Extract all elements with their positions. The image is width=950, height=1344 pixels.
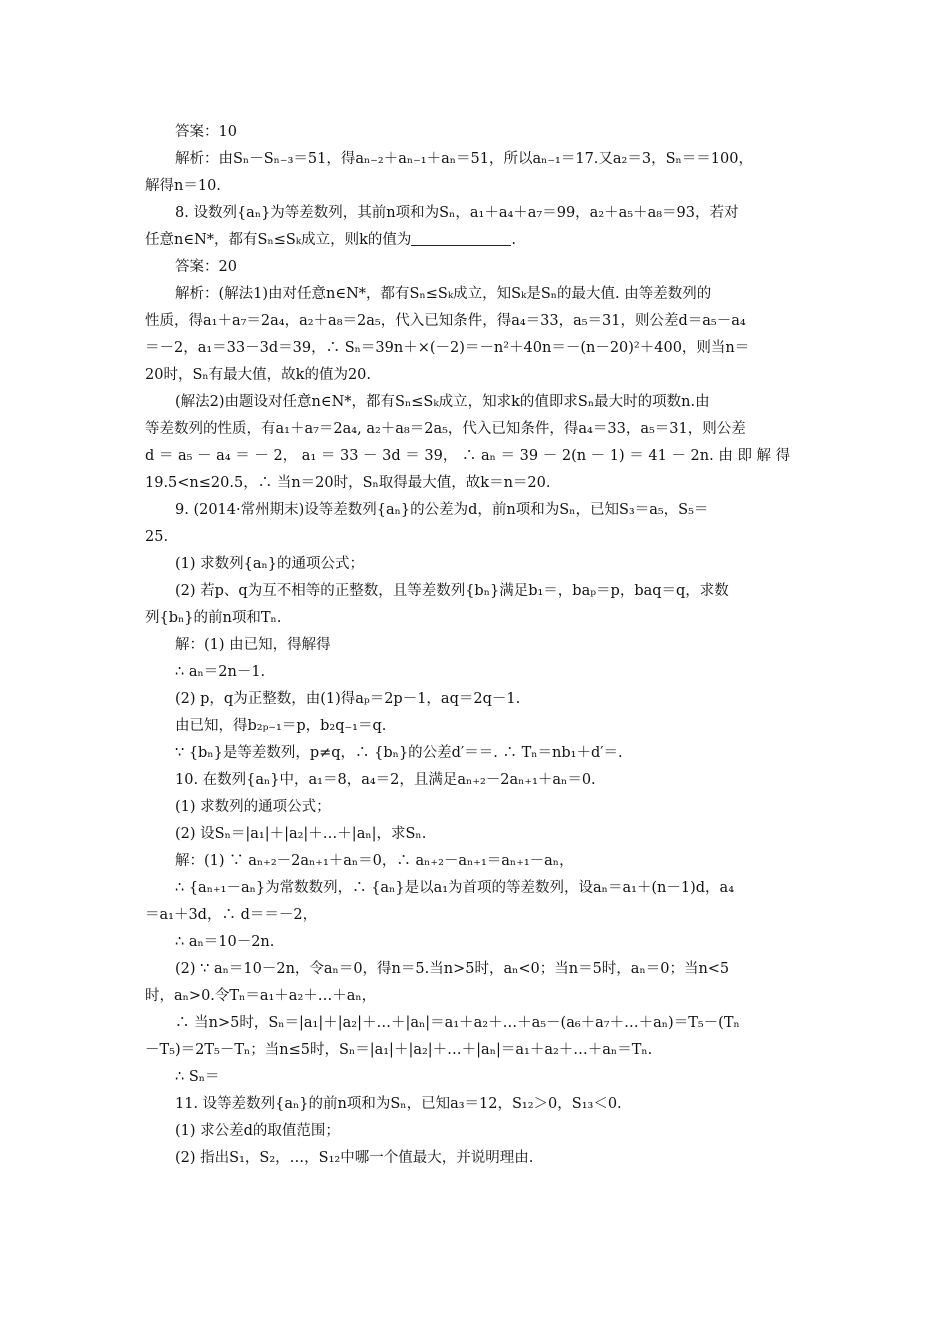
line-text: (1) 求数列的通项公式；	[175, 799, 331, 815]
line-text: 8. 设数列{aₙ}为等差数列，其前n项和为Sₙ，a₁＋a₄＋a₇＝99，a₂＋a₅＋a₈＝93，若对	[175, 205, 739, 221]
text-line	[145, 983, 805, 1010]
text-line	[175, 1145, 805, 1172]
text-line	[145, 335, 805, 362]
text-line	[145, 524, 805, 551]
line-text: (2) 指出S₁，S₂，…，S₁₂中哪一个值最大，并说明理由.	[175, 1150, 534, 1166]
text-line	[175, 794, 805, 821]
text-line	[145, 605, 805, 632]
line-text: 解析：(解法1)由对任意n∈N*，都有Sₙ≤Sₖ成立，知Sₖ是Sₙ的最大值. 由等差数列的	[175, 286, 712, 302]
line-text: ∴ aₙ＝10－2n.	[175, 934, 275, 950]
line-text: (解法2)由题设对任意n∈N*，都有Sₙ≤Sₖ成立，知求k的值即求Sₙ最大时的项数n.由	[175, 394, 710, 410]
line-text: 20时，Sₙ有最大值，故k的值为20.	[145, 367, 372, 383]
text-line	[175, 713, 805, 740]
line-text: (2) 若p、q为互不相等的正整数，且等差数列{bₙ}满足b₁＝，baₚ＝p，baq＝q，求数	[175, 583, 729, 599]
line-text: 等差数列的性质，有a₁＋a₇＝2a₄, a₂＋a₈＝2a₅，代入已知条件，得a₄＝33，a₅＝31，则公差	[145, 421, 746, 437]
line-text: ∴ 当n>5时，Sₙ＝|a₁|＋|a₂|＋…＋|aₙ|＝a₁＋a₂＋…＋a₅－(a₆＋a₇＋…＋aₙ)＝T₅－(Tₙ	[175, 1015, 740, 1031]
text-line	[145, 173, 805, 200]
text-line	[175, 1118, 805, 1145]
text-line	[175, 578, 805, 605]
line-text: 解：(1) ∵ aₙ₊₂－2aₙ₊₁＋aₙ＝0，∴ aₙ₊₂－aₙ₊₁＝aₙ₊₁－aₙ，	[175, 853, 574, 869]
text-line	[145, 902, 805, 929]
text-line	[175, 848, 805, 875]
line-text: 10. 在数列{aₙ}中，a₁＝8，a₄＝2，且满足aₙ₊₂－2aₙ₊₁＋aₙ＝0.	[175, 772, 596, 788]
text-line	[145, 1037, 805, 1064]
line-text: 25.	[145, 529, 169, 545]
text-line	[175, 821, 805, 848]
line-text: 解：(1) 由已知，得解得	[175, 637, 331, 653]
line-text: －T₅)＝2T₅－Tₙ；当n≤5时，Sₙ＝|a₁|＋|a₂|＋…＋|aₙ|＝a₁＋a₂＋…＋aₙ＝Tₙ.	[145, 1042, 653, 1058]
text-line	[175, 686, 805, 713]
text-line	[175, 875, 805, 902]
line-text: 9. (2014·常州期末)设等差数列{aₙ}的公差为d，前n项和为Sₙ，已知S₃＝a₅，S₅＝	[175, 502, 709, 518]
text-line	[145, 416, 805, 443]
line-text: (2) 设Sₙ＝|a₁|＋|a₂|＋…＋|aₙ|，求Sₙ.	[175, 826, 427, 842]
line-text: 时，aₙ>0.令Tₙ＝a₁＋a₂＋…＋aₙ，	[145, 988, 377, 1004]
text-line	[175, 551, 805, 578]
line-text: (2) ∵ aₙ＝10－2n，令aₙ＝0，得n＝5.当n>5时，aₙ<0；当n＝5时，aₙ＝0；当n<5	[175, 961, 730, 977]
text-line	[175, 146, 805, 173]
line-text: 答案：10	[175, 124, 237, 140]
line-text: ∴ aₙ＝2n－1.	[175, 664, 266, 680]
text-line	[145, 308, 805, 335]
line-text: 11. 设等差数列{aₙ}的前n项和为Sₙ，已知a₃＝12，S₁₂＞0，S₁₃＜0.	[175, 1096, 622, 1112]
line-text: 19.5<n≤20.5，∴ 当n＝20时，Sₙ取得最大值，故k＝n＝20.	[145, 475, 551, 491]
text-line	[175, 659, 805, 686]
text-line	[175, 200, 805, 227]
text-line	[145, 470, 805, 497]
line-text: d ＝ a₅ － a₄ ＝ － 2， a₁ ＝ 33 － 3d ＝ 39， ∴ aₙ ＝ 39 － 2(n － 1) ＝ 41 － 2n. 由 即 解 得	[145, 448, 791, 464]
line-text: 解得n＝10.	[145, 178, 221, 194]
line-text: 列{bₙ}的前n项和Tₙ.	[145, 610, 282, 626]
line-text: ∵ {bₙ}是等差数列，p≠q，∴ {bₙ}的公差d′＝＝. ∴ Tₙ＝nb₁＋d′＝.	[175, 745, 623, 761]
text-line	[175, 767, 805, 794]
line-text: ＝－2，a₁＝33－3d＝39，∴ Sₙ＝39n＋×(－2)＝－n²＋40n＝－(n－20)²＋400，则当n＝	[145, 340, 750, 356]
text-line	[175, 1091, 805, 1118]
line-text: (1) 求数列{aₙ}的通项公式；	[175, 556, 365, 572]
line-text: ＝a₁＋3d，∴ d＝＝－2，	[145, 907, 318, 923]
line-text: ∴ Sₙ＝	[175, 1069, 220, 1085]
line-text: 任意n∈N*，都有Sₙ≤Sₖ成立，则k的值为	[145, 232, 412, 248]
text-line	[145, 227, 805, 254]
text-line	[175, 389, 805, 416]
text-line	[175, 281, 805, 308]
line-text: ∴ {aₙ₊₁－aₙ}为常数数列，∴ {aₙ}是以a₁为首项的等差数列，设aₙ＝a₁＋(n－1)d，a₄	[175, 880, 735, 896]
text-line	[175, 497, 805, 524]
text-line	[175, 956, 805, 983]
text-line	[145, 443, 805, 470]
line-text: 性质，得a₁＋a₇＝2a₄，a₂＋a₈＝2a₅，代入已知条件，得a₄＝33，a₅＝31，则公差d＝a₅－a₄	[145, 313, 746, 329]
line-text-tail: .	[511, 232, 516, 248]
text-line	[175, 1064, 805, 1091]
text-line	[145, 362, 805, 389]
line-text: (2) p，q为正整数，由(1)得aₚ＝2p－1，aq＝2q－1.	[175, 691, 521, 707]
text-line	[175, 119, 805, 146]
answer-blank	[411, 231, 511, 246]
line-text: 答案：20	[175, 259, 237, 275]
text-line	[175, 254, 805, 281]
text-line	[175, 929, 805, 956]
line-text: 由已知，得b₂ₚ₋₁＝p，b₂q₋₁＝q.	[175, 718, 387, 734]
text-line	[175, 632, 805, 659]
text-line	[175, 1010, 805, 1037]
line-text: (1) 求公差d的取值范围；	[175, 1123, 340, 1139]
text-line	[175, 740, 805, 767]
line-text: 解析：由Sₙ－Sₙ₋₃＝51，得aₙ₋₂＋aₙ₋₁＋aₙ＝51，所以aₙ₋₁＝17.又a₂＝3，Sₙ＝＝100，	[175, 151, 753, 167]
